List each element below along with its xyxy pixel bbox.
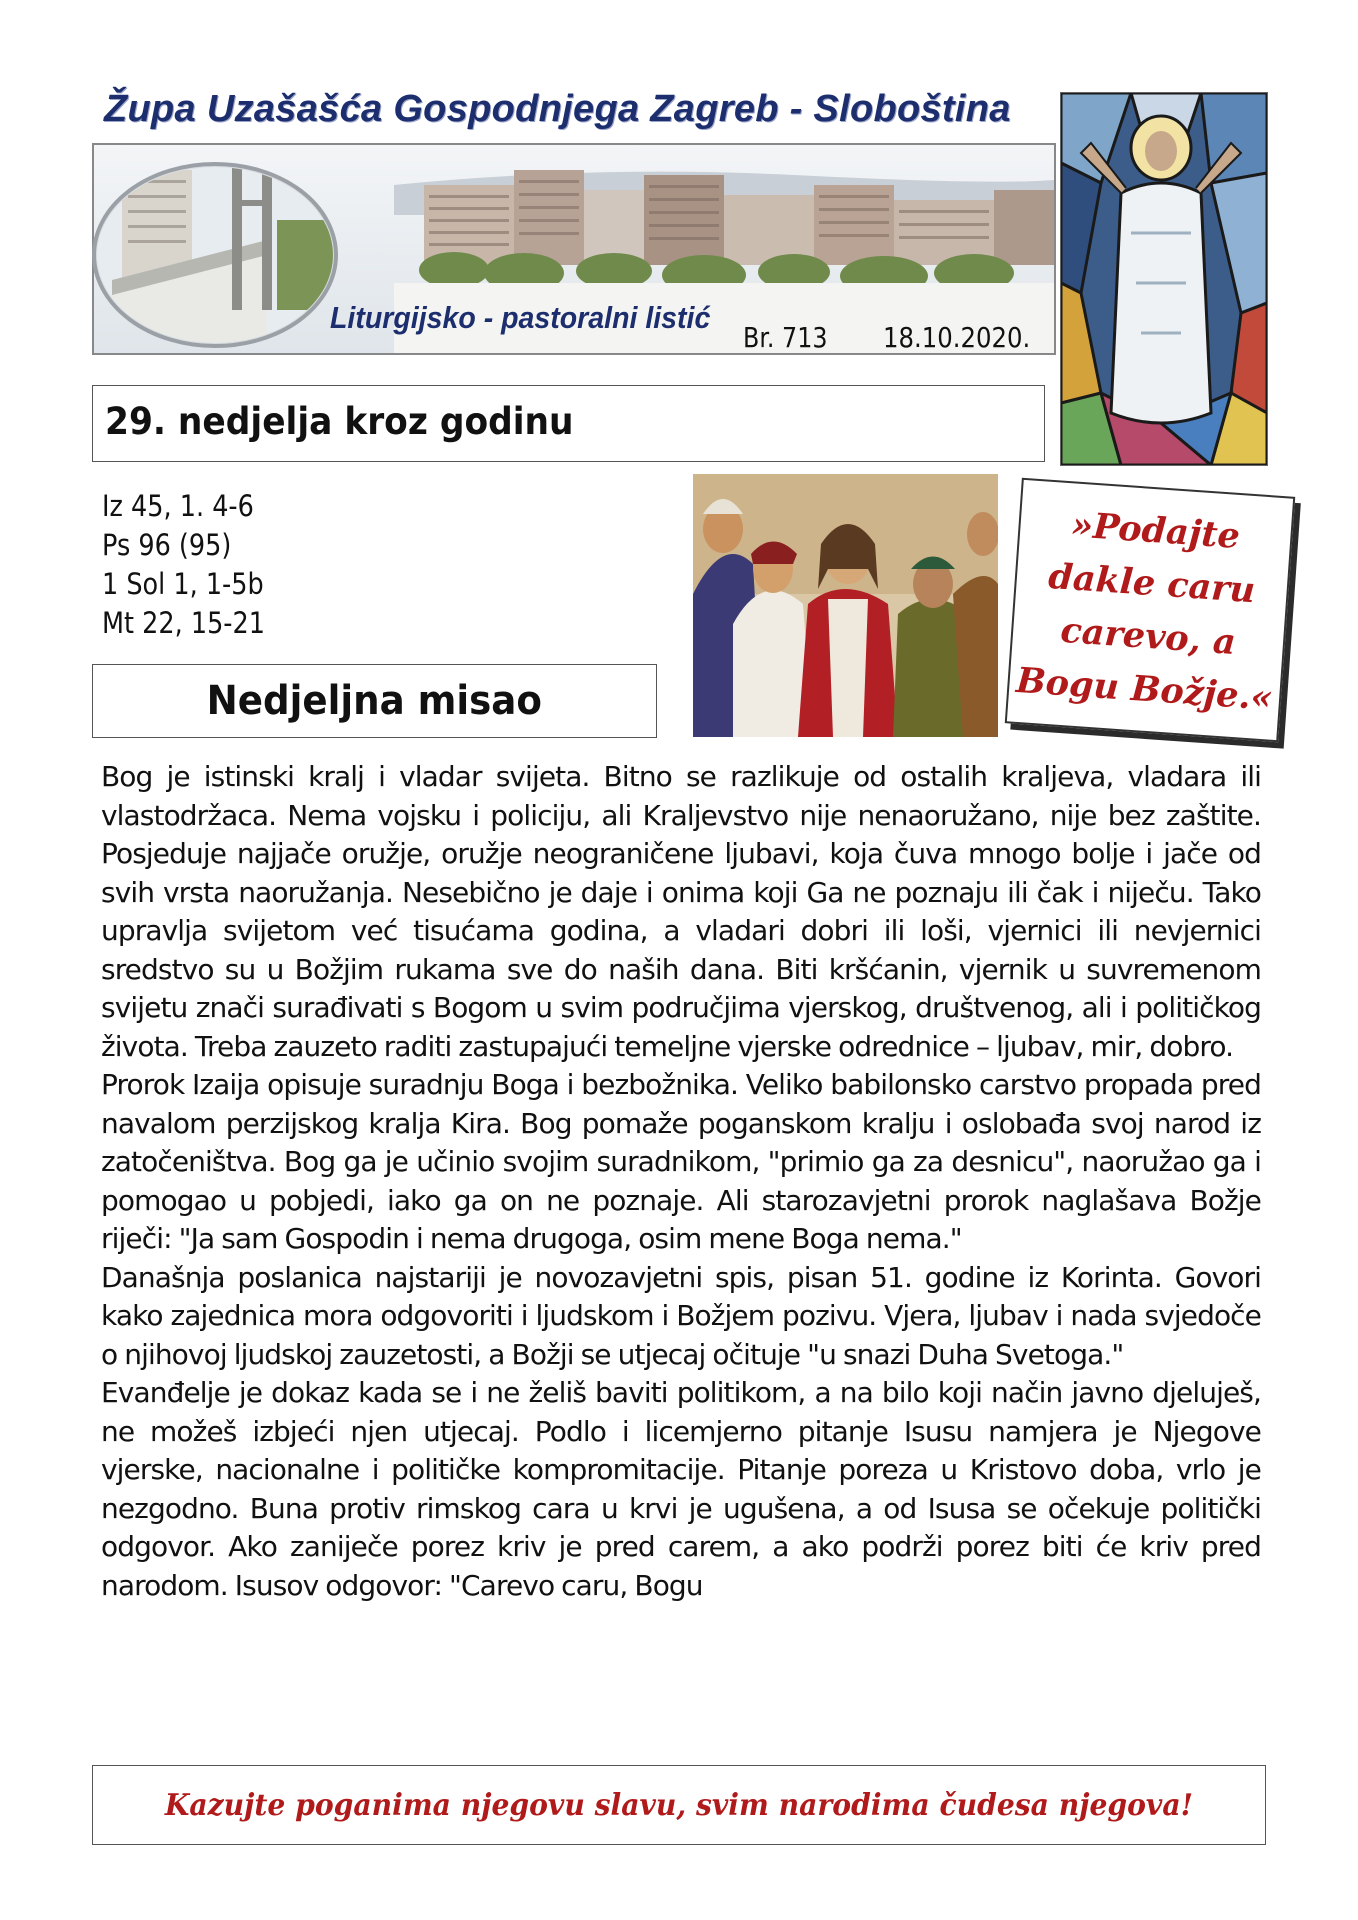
reading-item: Mt 22, 15-21 [102, 606, 265, 640]
thought-heading: Nedjeljna misao [206, 678, 543, 724]
church-photo-medallion [92, 160, 338, 350]
reflection-body [101, 758, 1261, 1605]
thought-heading-box [92, 664, 657, 738]
issue-date: 18.10.2020. [883, 321, 1031, 354]
psalm-verse: Kazujte poganima njegovu slavu, svim narodima čudesa njegova! [164, 1787, 1194, 1823]
gospel-quote-card [1005, 478, 1295, 743]
body-paragraph: Bog je istinski kralj i vladar svijeta. Bitno se razlikuje od ostalih kraljeva, vladara ili vlastodržaca. Nema vojsku i policiju, ali Kraljevstvo nije nenaoružano, nije bez zaštite. Posjeduje najjače oružje, oružje neograničene ljubavi, koja čuva mnogo bolje i jače od svih vrsta naoružanja. Nesebično je daje i onima koji Ga ne poznaju ili čak i niječu. Tako upravlja svijetom već tisućama godina, a vladari dobri ili loši, vjernici ili nevjernici sredstvo su u Božjim rukama sve do naših dana. Biti kršćanin, vjernik u suvremenom svijetu znači surađivati s Bogom u svim područjima vjerskog, društvenog, ali i političkog života. Treba zauzeto raditi zastupajući temeljne vjerske odrednice – ljubav, mir, dobro. [101, 760, 1261, 1063]
reading-item: 1 Sol 1, 1-5b [102, 567, 264, 601]
stained-glass-window-image [1060, 92, 1268, 466]
quote-line: Bogu Božje.« [1014, 659, 1274, 719]
quote-line: dakle caru [1047, 555, 1257, 612]
psalm-verse-box [92, 1765, 1266, 1845]
issue-number: Br. 713 [743, 321, 828, 354]
body-paragraph: Evanđelje je dokaz kada se i ne želiš baviti politikom, a na bilo koji način javno djeluješ, ne možeš izbjeći njen utjecaj. Podlo i licemjerno pitanje Isusu namjera je Njegove vjerske, nacionalne i političke kompromitacije. Pitanje poreza u Kristovo doba, vrlo je nezgodno. Buna protiv rimskog cara u krvi je ugušena, a od Isusa se očekuje politički odgovor. Ako zaniječe porez kriv je pred carem, a ako podrži porez biti će kriv pred narodom. Isusov odgovor: "Carevo caru, Bogu [101, 1376, 1261, 1602]
readings-list [102, 487, 287, 643]
quote-line: »Podajte [1069, 504, 1242, 558]
bulletin-subtitle: Liturgijsko - pastoralni listić [330, 300, 711, 335]
parish-title: Župa Uzašašća Gospodnjega Zagreb - Sloboština [104, 88, 1011, 130]
body-paragraph: Današnja poslanica najstariji je novozavjetni spis, pisan 51. godine iz Korinta. Govori kako zajednica mora odgovoriti i ljudskom i Božjem pozivu. Vjera, ljubav i nada svjedoče o njihovoj ljudskoj zauzetosti, a Božji se utjecaj očituje "u snazi Duha Svetoga." [101, 1260, 1261, 1371]
sunday-title-box [92, 385, 1045, 462]
body-paragraph: Prorok Izaija opisuje suradnju Boga i bezbožnika. Veliko babilonsko carstvo propada pred navalom perzijskog kralja Kira. Bog pomaže poganskom kralju i oslobađa svoj narod iz zatočeništva. Bog ga je učinio svojim suradnikom, "primio ga za desnicu", naoružao ga i pomogao u pobjedi, iako ga on ne poznaje. Ali starozavjetni prorok naglašava Božje riječi: "Ja sam Gospodin i nema drugoga, osim mene Boga nema." [101, 1068, 1261, 1255]
quote-line: carevo, a [1059, 609, 1238, 664]
sunday-title: 29. nedjelja kroz godinu [105, 400, 574, 443]
reading-item: Ps 96 (95) [102, 528, 232, 562]
jesus-and-pharisees-painting [693, 474, 998, 737]
reading-item: Iz 45, 1. 4-6 [102, 489, 254, 523]
